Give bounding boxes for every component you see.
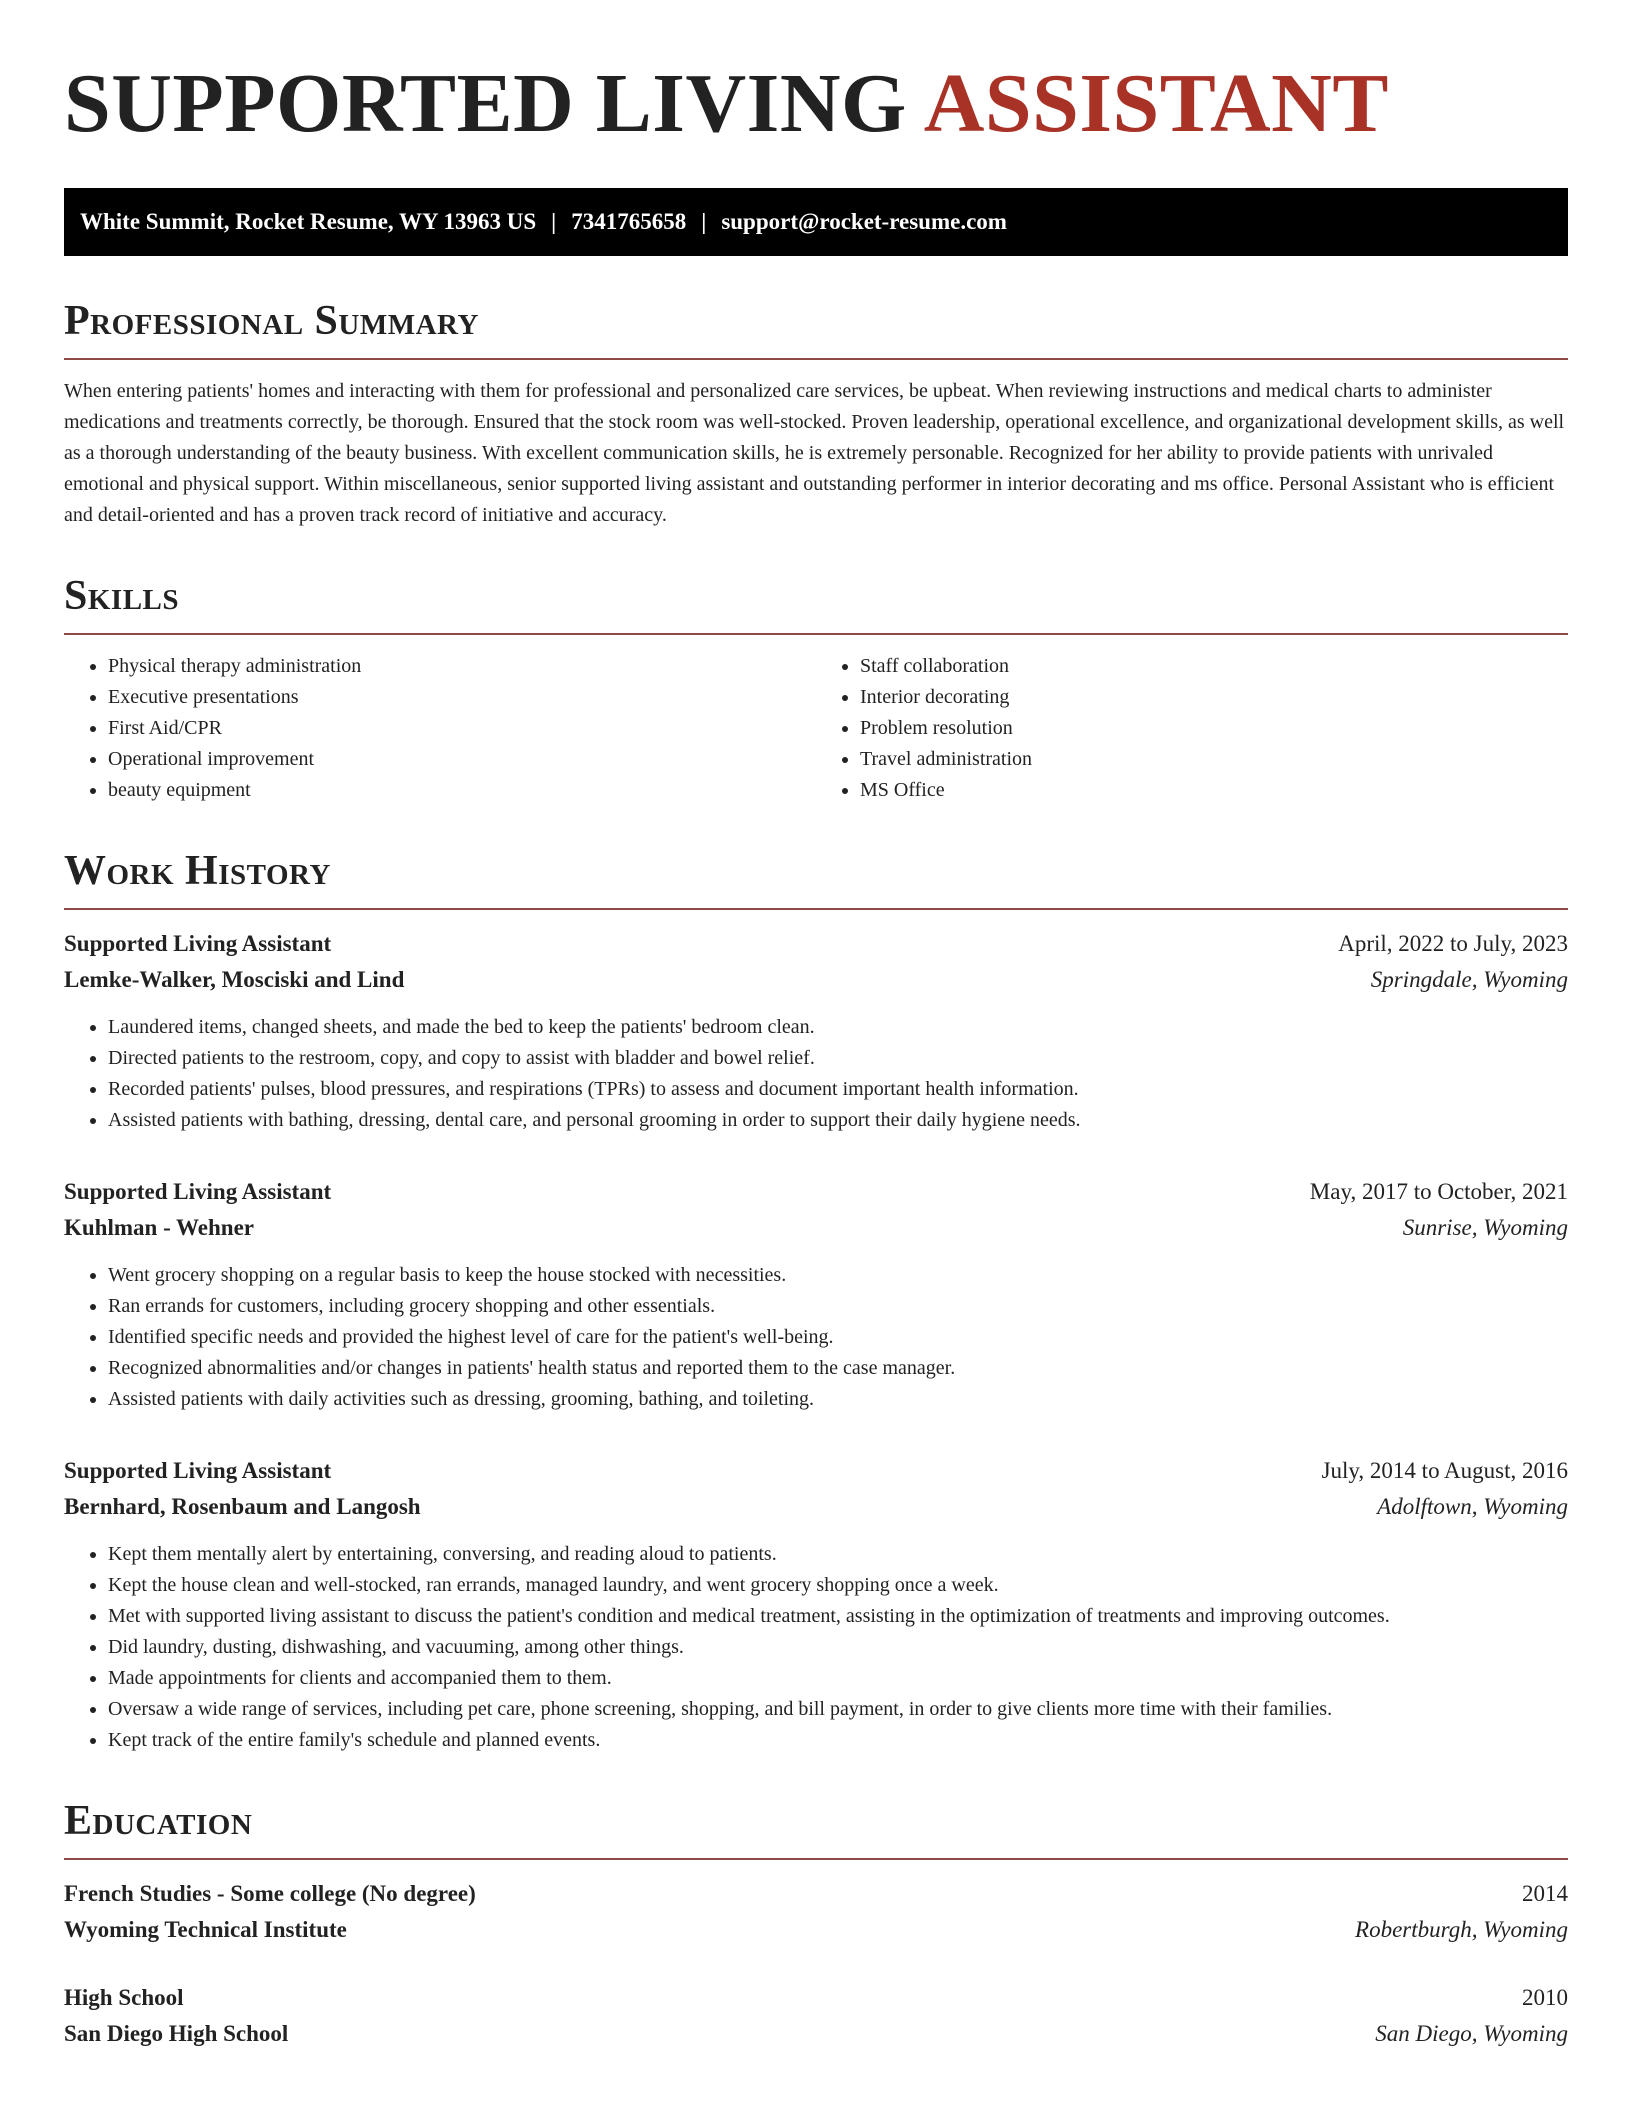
job-company: Lemke-Walker, Mosciski and Lind	[64, 967, 405, 992]
skills-list	[64, 651, 1568, 806]
contact-phone: 7341765658	[571, 209, 687, 234]
education-entry	[64, 1980, 1568, 2052]
skill-item: • Interior decorating	[860, 682, 1568, 713]
job-duty: • Recognized abnormalities and/or changes in patients' health status and reported them to the case manager.	[108, 1353, 1568, 1384]
education-school-row	[64, 1912, 1568, 1948]
name-first-part: SUPPORTED LIVING	[64, 57, 907, 150]
job-employer	[64, 1489, 1568, 1525]
education-location: Robertburgh, Wyoming	[1355, 1917, 1568, 1942]
name-last-part: ASSISTANT	[923, 57, 1389, 150]
job-duty: • Did laundry, dusting, dishwashing, and vacuuming, among other things.	[108, 1632, 1568, 1663]
job-duty: • Met with supported living assistant to discuss the patient's condition and medical treatment, assisting in the optimization of treatments and improving outcomes.	[108, 1601, 1568, 1632]
job-entry	[64, 926, 1568, 1136]
job-duties	[64, 1260, 1568, 1415]
skill-item: • Staff collaboration	[860, 651, 1568, 682]
skill-item: • beauty equipment	[108, 775, 816, 806]
job-duties	[64, 1539, 1568, 1756]
summary-section	[64, 296, 1568, 531]
job-duty: • Kept track of the entire family's schedule and planned events.	[108, 1725, 1568, 1756]
job-duties	[64, 1012, 1568, 1136]
skills-column-right	[816, 651, 1568, 806]
job-title: Supported Living Assistant	[64, 1458, 332, 1483]
job-dates: April, 2022 to July, 2023	[1338, 931, 1568, 956]
contact-separator: |	[551, 209, 557, 234]
section-title-work-history: Work History	[64, 846, 1568, 910]
education-year: 2014	[1522, 1881, 1568, 1906]
education-school: Wyoming Technical Institute	[64, 1917, 347, 1942]
job-duty: • Assisted patients with bathing, dressing, dental care, and personal grooming in order to support their daily hygiene needs.	[108, 1105, 1568, 1136]
job-duty: • Kept the house clean and well-stocked, ran errands, managed laundry, and went grocery shopping once a week.	[108, 1570, 1568, 1601]
education-location: San Diego, Wyoming	[1375, 2021, 1568, 2046]
contact-separator: |	[701, 209, 707, 234]
skill-item: • MS Office	[860, 775, 1568, 806]
skill-item: • Problem resolution	[860, 713, 1568, 744]
job-entry	[64, 1174, 1568, 1415]
job-location: Adolftown, Wyoming	[1377, 1494, 1568, 1519]
education-section	[64, 1796, 1568, 2052]
skill-item: • Travel administration	[860, 744, 1568, 775]
job-employer	[64, 1210, 1568, 1246]
education-degree: French Studies - Some college (No degree)	[64, 1881, 476, 1906]
job-duty: • Ran errands for customers, including grocery shopping and other essentials.	[108, 1291, 1568, 1322]
contact-address: White Summit, Rocket Resume, WY 13963 US	[80, 209, 537, 234]
job-employer	[64, 962, 1568, 998]
job-duty: • Directed patients to the restroom, copy, and copy to assist with bladder and bowel relief.	[108, 1043, 1568, 1074]
section-title-skills: Skills	[64, 571, 1568, 635]
job-location: Sunrise, Wyoming	[1402, 1215, 1568, 1240]
education-school-row	[64, 2016, 1568, 2052]
job-duty: • Recorded patients' pulses, blood pressures, and respirations (TPRs) to assess and document important health information.	[108, 1074, 1568, 1105]
contact-bar	[64, 188, 1568, 256]
education-school: San Diego High School	[64, 2021, 289, 2046]
job-header	[64, 1174, 1568, 1210]
job-entry	[64, 1453, 1568, 1756]
candidate-name	[64, 56, 1568, 152]
work-history-section	[64, 846, 1568, 1756]
education-entry	[64, 1876, 1568, 1948]
job-location: Springdale, Wyoming	[1370, 967, 1568, 992]
skills-column-left	[64, 651, 816, 806]
skill-item: • Executive presentations	[108, 682, 816, 713]
job-duty: • Identified specific needs and provided the highest level of care for the patient's well-being.	[108, 1322, 1568, 1353]
contact-email: support@rocket-resume.com	[721, 209, 1007, 234]
job-duty: • Went grocery shopping on a regular basis to keep the house stocked with necessities.	[108, 1260, 1568, 1291]
job-company: Kuhlman - Wehner	[64, 1215, 254, 1240]
skill-item: • First Aid/CPR	[108, 713, 816, 744]
job-duty: • Laundered items, changed sheets, and made the bed to keep the patients' bedroom clean.	[108, 1012, 1568, 1043]
job-company: Bernhard, Rosenbaum and Langosh	[64, 1494, 421, 1519]
skill-item: • Operational improvement	[108, 744, 816, 775]
job-duty: • Assisted patients with daily activities such as dressing, grooming, bathing, and toileting.	[108, 1384, 1568, 1415]
section-title-education: Education	[64, 1796, 1568, 1860]
education-header	[64, 1980, 1568, 2016]
job-duty: • Kept them mentally alert by entertaining, conversing, and reading aloud to patients.	[108, 1539, 1568, 1570]
summary-text: When entering patients' homes and interacting with them for professional and personalized care services, be upbeat. When reviewing instructions and medical charts to administer medications and treatments correctly, be thorough. Ensured that the stock room was well-stocked. Proven leadership, operational excellence, and organizational development skills, as well as a thorough understanding of the beauty business. With excellent communication skills, he is extremely personable. Recognized for her ability to provide patients with unrivaled emotional and physical support. Within miscellaneous, senior supported living assistant and outstanding performer in interior decorating and ms office. Personal Assistant who is efficient and detail-oriented and has a proven track record of initiative and accuracy.	[64, 380, 1565, 526]
job-dates: May, 2017 to October, 2021	[1309, 1179, 1568, 1204]
section-title-summary: Professional Summary	[64, 296, 1568, 360]
job-title: Supported Living Assistant	[64, 1179, 332, 1204]
job-duty: • Made appointments for clients and accompanied them to them.	[108, 1663, 1568, 1694]
education-year: 2010	[1522, 1985, 1568, 2010]
job-duty: • Oversaw a wide range of services, including pet care, phone screening, shopping, and bill payment, in order to give clients more time with their families.	[108, 1694, 1568, 1725]
skills-section	[64, 571, 1568, 806]
job-dates: July, 2014 to August, 2016	[1321, 1458, 1568, 1483]
job-header	[64, 926, 1568, 962]
education-degree: High School	[64, 1985, 184, 2010]
job-title: Supported Living Assistant	[64, 931, 332, 956]
education-header	[64, 1876, 1568, 1912]
job-header	[64, 1453, 1568, 1489]
skill-item: • Physical therapy administration	[108, 651, 816, 682]
